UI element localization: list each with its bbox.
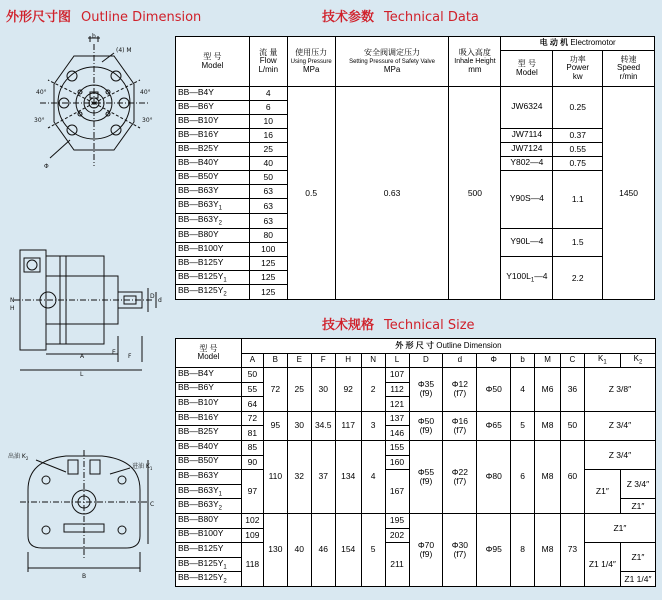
data-model-5 xyxy=(176,157,250,171)
model-name: BB—B10Y xyxy=(178,396,219,407)
th-safety: 安全阀调定压力 Setting Pressure of Safety Valve MPa xyxy=(335,37,449,87)
dim-e-cell: 30 xyxy=(287,411,311,440)
size-th-col-5 xyxy=(361,354,385,368)
size-model-9 xyxy=(176,499,242,514)
size-th-outline xyxy=(241,339,655,354)
data-model-11 xyxy=(176,243,250,257)
size-th-col-label: K xyxy=(598,354,604,364)
data-model-8 xyxy=(176,199,250,214)
dim-d-value: Φ55 xyxy=(417,467,435,478)
size-model-10 xyxy=(176,513,242,528)
model-name: BB—B63Y xyxy=(178,469,219,480)
dim-c-cell: 50 xyxy=(560,411,584,440)
size-th-col-label: C xyxy=(569,355,576,365)
dim-a-cell: 118 xyxy=(241,543,263,587)
motor-power-cell: 0.55 xyxy=(553,143,603,157)
dim-h-cell: 134 xyxy=(335,440,361,513)
dim-f-cell: 34.5 xyxy=(311,411,335,440)
dim-n-cell: 4 xyxy=(361,440,385,513)
header-outline xyxy=(6,6,201,25)
dim-l-cell: 146 xyxy=(385,426,409,441)
size-th-col-label: L xyxy=(394,355,400,365)
label-phi: Φ xyxy=(44,163,49,170)
model-name: BB—B63Y xyxy=(178,199,219,209)
motor-model-name: JW7114 xyxy=(511,128,543,139)
header-size-en: Technical Size xyxy=(384,318,475,333)
size-model-13 xyxy=(176,557,242,572)
dim-d-small-value: Φ16 xyxy=(451,415,468,426)
dim-d-small-tolerance: (f7) xyxy=(453,424,467,435)
th-model: 型 号 Model xyxy=(176,37,250,87)
dim-l-cell: 107 xyxy=(385,368,409,383)
size-model-11 xyxy=(176,528,242,543)
flow-cell: 40 xyxy=(249,157,287,171)
model-name: BB—B4Y xyxy=(178,367,214,378)
dim-n-cell: 5 xyxy=(361,513,385,586)
header-size xyxy=(322,314,475,333)
dim-d-value: Φ70 xyxy=(417,540,435,550)
label-b: b xyxy=(92,33,96,40)
motor-model-name: Y100L xyxy=(506,271,531,281)
dim-m-cell: M8 xyxy=(535,411,561,440)
data-model-4 xyxy=(176,143,250,157)
dim-b-cell: 5 xyxy=(511,411,535,440)
motor-power-cell: 0.37 xyxy=(553,129,603,143)
dim-a-cell: 102 xyxy=(241,513,263,528)
dim-m-cell: M8 xyxy=(535,440,561,513)
data-model-9 xyxy=(176,214,250,229)
size-model-14 xyxy=(176,572,242,587)
dim-k2-cell: Z1″ xyxy=(620,543,655,572)
dim-b-cell: 110 xyxy=(263,440,287,513)
dim-h-cell: 117 xyxy=(335,411,361,440)
size-th-col-6 xyxy=(385,354,409,368)
dim-a-cell: 109 xyxy=(241,528,263,543)
model-name: BB—B100Y xyxy=(178,528,224,539)
size-th-col-label: K xyxy=(633,354,639,364)
motor-model-name: Y802—4 xyxy=(510,156,544,167)
model-name: BB—B80Y xyxy=(178,513,219,524)
motor-model-suffix: —4 xyxy=(534,271,548,281)
size-th-col-label: A xyxy=(249,355,256,365)
model-name: BB—B50Y xyxy=(178,455,219,466)
motor-model-name: JW6324 xyxy=(511,100,543,111)
dim-phi-cell: Φ50 xyxy=(477,368,511,412)
size-model-2 xyxy=(176,397,242,412)
size-model-6 xyxy=(176,455,242,470)
dim-d-small-tolerance: (f7) xyxy=(453,548,467,559)
data-model-1 xyxy=(176,101,250,115)
data-row xyxy=(176,87,655,101)
size-header-row-2 xyxy=(176,354,656,368)
dim-b-cell: 6 xyxy=(511,440,535,513)
dim-b-cell: 8 xyxy=(511,513,535,586)
dim-l-cell: 211 xyxy=(385,543,409,587)
motor-model-name: Y90L—4 xyxy=(510,235,544,246)
dim-b-cell: 95 xyxy=(263,411,287,440)
model-name: BB—B125Y xyxy=(178,542,224,553)
label-b-upper: B xyxy=(82,573,87,580)
size-th-col-2 xyxy=(287,354,311,368)
size-model-12 xyxy=(176,543,242,558)
dim-d-tolerance: (f9) xyxy=(419,475,433,486)
th-inhale: 吸入高度 Inhale Height mm xyxy=(449,37,501,87)
label-4m: (4) M xyxy=(116,47,132,54)
pressure-cell: 0.5 xyxy=(287,87,335,300)
model-subscript: 2 xyxy=(223,291,227,298)
model-name: BB—B10Y xyxy=(178,114,219,125)
label-h: H xyxy=(10,305,15,312)
technical-data-table xyxy=(175,36,655,300)
header-size-cn: 技术规格 xyxy=(322,318,375,333)
flow-cell: 10 xyxy=(249,115,287,129)
size-model-0 xyxy=(176,368,242,383)
header-data-cn: 技术参数 xyxy=(322,10,375,25)
size-th-col-4 xyxy=(335,354,361,368)
flow-cell: 63 xyxy=(249,214,287,229)
size-th-outline-en: Outline Dimension xyxy=(436,340,502,350)
size-th-k1-sub: 1 xyxy=(603,359,607,366)
size-model-3 xyxy=(176,411,242,426)
model-name: BB—B125Y xyxy=(178,256,224,267)
flow-cell: 100 xyxy=(249,243,287,257)
dim-h-cell: 92 xyxy=(335,368,361,412)
size-th-model-en: Model xyxy=(197,352,220,361)
motor-power-cell: 1.1 xyxy=(553,171,603,229)
data-model-14 xyxy=(176,285,250,300)
dim-a-cell: 64 xyxy=(241,397,263,412)
dim-m-cell: M8 xyxy=(535,513,561,586)
model-name: BB—B16Y xyxy=(178,411,219,422)
model-name: BB—B6Y xyxy=(178,100,214,111)
size-th-model-cn: 型 号 xyxy=(199,343,218,353)
motor-model-name: Y90S—4 xyxy=(509,192,544,203)
dim-d-small-value: Φ12 xyxy=(451,379,468,390)
data-model-6 xyxy=(176,171,250,185)
dim-k-cell: Z1″ xyxy=(584,513,655,542)
size-th-col-label: B xyxy=(272,355,279,365)
size-row xyxy=(176,368,656,383)
dim-f-cell: 37 xyxy=(311,440,335,513)
dim-l-cell: 167 xyxy=(385,470,409,514)
model-subscript: 2 xyxy=(223,578,227,585)
dim-h-cell: 154 xyxy=(335,513,361,586)
size-model-4 xyxy=(176,426,242,441)
data-model-2 xyxy=(176,115,250,129)
data-model-13 xyxy=(176,271,250,285)
flow-cell: 125 xyxy=(249,257,287,271)
header-outline-en: Outline Dimension xyxy=(81,10,202,25)
header-data xyxy=(322,6,479,25)
pump-port-view-drawing xyxy=(6,440,162,590)
pump-front-view-drawing xyxy=(30,32,160,182)
dim-c-cell: 73 xyxy=(560,513,584,586)
size-model-1 xyxy=(176,382,242,397)
label-angle-30-left: 30° xyxy=(34,117,45,124)
size-th-col-13 xyxy=(584,354,620,368)
safety-pressure-cell: 0.63 xyxy=(335,87,449,300)
pump-side-view-drawing xyxy=(4,236,164,386)
model-name: BB—B125Y xyxy=(178,270,224,281)
th-flow: 流 量 Flow L/min xyxy=(249,37,287,87)
dim-e-cell: 25 xyxy=(287,368,311,412)
model-name: BB—B50Y xyxy=(178,170,219,181)
dim-d-small-tolerance: (f7) xyxy=(453,388,467,399)
model-subscript: 1 xyxy=(218,491,222,498)
th-motor-model: 型 号 Model xyxy=(501,51,553,87)
size-row xyxy=(176,513,656,528)
dim-k2-cell: Z1″ xyxy=(620,499,655,514)
dim-b-cell: 4 xyxy=(511,368,535,412)
model-name: BB—B125Y xyxy=(178,557,224,568)
dim-l-cell: 121 xyxy=(385,397,409,412)
dim-b-cell: 72 xyxy=(263,368,287,412)
model-name: BB—B40Y xyxy=(178,156,219,167)
motor-model-cell xyxy=(501,257,553,300)
model-subscript: 1 xyxy=(218,205,222,212)
dim-d-tolerance: (f9) xyxy=(419,548,433,559)
dim-l-cell: 155 xyxy=(385,440,409,455)
label-c: C xyxy=(150,501,155,508)
motor-power-cell: 2.2 xyxy=(553,257,603,300)
label-angle-30-right: 30° xyxy=(142,117,153,124)
flow-cell: 6 xyxy=(249,101,287,115)
label-l: L xyxy=(80,371,84,378)
dim-a-cell: 55 xyxy=(241,382,263,397)
size-th-col-label: F xyxy=(320,355,326,365)
label-d-lower: d xyxy=(158,297,162,304)
model-subscript: 1 xyxy=(223,564,227,571)
label-d-upper: D xyxy=(150,293,155,300)
dim-d-small-value: Φ22 xyxy=(451,467,468,478)
size-row xyxy=(176,411,656,426)
model-name: BB—B6Y xyxy=(178,382,214,393)
size-th-col-label: H xyxy=(345,355,352,365)
dim-c-cell: 60 xyxy=(560,440,584,513)
model-name: BB—B40Y xyxy=(178,440,219,451)
th-pressure: 使用压力 Using Pressure MPa xyxy=(287,37,335,87)
label-f: F xyxy=(128,353,132,360)
dim-a-cell: 85 xyxy=(241,440,263,455)
dim-d-small-tolerance: (f7) xyxy=(453,475,467,486)
dim-f-cell: 46 xyxy=(311,513,335,586)
data-model-3 xyxy=(176,129,250,143)
motor-model-cell xyxy=(501,129,553,143)
model-name: BB—B25Y xyxy=(178,142,219,153)
size-th-col-8 xyxy=(443,354,477,368)
size-th-col-3 xyxy=(311,354,335,368)
dim-l-cell: 112 xyxy=(385,382,409,397)
data-model-0 xyxy=(176,87,250,101)
header-outline-cn: 外形尺寸图 xyxy=(6,10,72,25)
dim-k-cell: Z 3/4″ xyxy=(584,411,655,440)
label-angle-40-left: 40° xyxy=(36,89,47,96)
flow-cell: 80 xyxy=(249,229,287,243)
label-n: N xyxy=(10,297,15,304)
dim-d-small-cell xyxy=(443,411,477,440)
flow-cell: 125 xyxy=(249,285,287,300)
flow-cell: 63 xyxy=(249,199,287,214)
label-angle-40-right: 40° xyxy=(140,89,151,96)
dim-d-tolerance: (f9) xyxy=(419,424,433,435)
size-th-col-label: d xyxy=(457,355,463,365)
size-th-col-label: E xyxy=(296,355,302,365)
dim-e-cell: 32 xyxy=(287,440,311,513)
dim-k-cell: Z 3/8″ xyxy=(584,368,655,412)
label-e: E xyxy=(112,349,116,356)
th-speed: 转速 Speed r/min xyxy=(603,51,655,87)
model-name: BB—B100Y xyxy=(178,242,224,253)
dim-l-cell: 160 xyxy=(385,455,409,470)
size-th-col-0 xyxy=(241,354,263,368)
dim-d-value: Φ50 xyxy=(417,415,435,426)
data-model-7 xyxy=(176,185,250,199)
size-th-col-1 xyxy=(263,354,287,368)
th-electromotor: 电 动 机 Electromotor xyxy=(501,37,655,51)
motor-model-subscript: 1 xyxy=(530,277,535,284)
motor-model-cell xyxy=(501,143,553,157)
flow-cell: 4 xyxy=(249,87,287,101)
th-power: 功率 Power kw xyxy=(553,51,603,87)
label-outlet: 出油 $K_2$ xyxy=(8,453,29,461)
dim-d-cell xyxy=(409,411,443,440)
size-th-k2-sub: 2 xyxy=(638,359,643,366)
dim-phi-cell: Φ65 xyxy=(477,411,511,440)
dim-a-cell: 50 xyxy=(241,368,263,383)
size-th-outline-cn: 外 形 尺 寸 xyxy=(395,340,434,350)
model-name: BB—B4Y xyxy=(178,86,214,97)
dim-k2-cell: Z1 1/4″ xyxy=(620,572,655,587)
size-th-col-12 xyxy=(560,354,584,368)
dim-l-cell: 202 xyxy=(385,528,409,543)
dim-k2-cell: Z 3/4″ xyxy=(620,470,655,499)
dim-k1-cell: Z1″ xyxy=(584,470,620,514)
inhale-height-cell: 500 xyxy=(449,87,501,300)
dim-c-cell: 36 xyxy=(560,368,584,412)
dim-l-cell: 195 xyxy=(385,513,409,528)
motor-model-cell xyxy=(501,171,553,229)
dim-k-cell: Z 3/4″ xyxy=(584,440,655,469)
size-th-col-11 xyxy=(535,354,561,368)
dim-l-cell: 137 xyxy=(385,411,409,426)
size-th-col-label: Φ xyxy=(490,355,497,365)
dim-a-cell: 72 xyxy=(241,411,263,426)
dim-a-cell: 81 xyxy=(241,426,263,441)
dim-k1-cell: Z1 1/4″ xyxy=(584,543,620,587)
model-name: BB—B63Y xyxy=(178,184,219,195)
motor-model-cell xyxy=(501,157,553,171)
dim-n-cell: 3 xyxy=(361,411,385,440)
technical-size-table xyxy=(175,338,656,587)
flow-cell: 25 xyxy=(249,143,287,157)
dim-e-cell: 40 xyxy=(287,513,311,586)
data-header-row-1 xyxy=(176,37,655,51)
size-th-col-label: M xyxy=(544,355,551,365)
data-model-10 xyxy=(176,229,250,243)
dim-m-cell: M6 xyxy=(535,368,561,412)
header-data-en: Technical Data xyxy=(384,10,479,25)
dim-n-cell: 2 xyxy=(361,368,385,412)
motor-power-cell: 0.75 xyxy=(553,157,603,171)
size-model-8 xyxy=(176,484,242,499)
flow-cell: 125 xyxy=(249,271,287,285)
data-model-12 xyxy=(176,257,250,271)
label-inlet: 进油 $K_1$ xyxy=(132,463,153,471)
size-row xyxy=(176,440,656,455)
motor-model-cell xyxy=(501,229,553,257)
model-subscript: 1 xyxy=(223,277,227,284)
motor-power-cell: 0.25 xyxy=(553,87,603,129)
flow-cell: 63 xyxy=(249,185,287,199)
dim-phi-cell: Φ80 xyxy=(477,440,511,513)
motor-speed-cell: 1450 xyxy=(603,87,655,300)
size-th-col-label: D xyxy=(423,355,429,365)
dim-d-tolerance: (f9) xyxy=(419,388,433,399)
size-th-col-label: b xyxy=(520,355,525,365)
dim-d-small-cell xyxy=(443,513,477,586)
model-name: BB—B63Y xyxy=(178,214,219,224)
size-th-col-9 xyxy=(477,354,511,368)
dim-d-small-cell xyxy=(443,368,477,412)
size-th-col-7 xyxy=(409,354,443,368)
dim-d-small-cell xyxy=(443,440,477,513)
size-th-model xyxy=(176,339,242,368)
model-name: BB—B16Y xyxy=(178,128,219,139)
motor-model-name: JW7124 xyxy=(511,142,543,153)
dim-d-cell xyxy=(409,513,443,586)
size-header-row-1 xyxy=(176,339,656,354)
dim-b-cell: 130 xyxy=(263,513,287,586)
size-model-7 xyxy=(176,470,242,485)
dim-a-cell: 97 xyxy=(241,470,263,514)
size-th-col-label: N xyxy=(370,355,376,365)
model-subscript: 2 xyxy=(218,220,222,227)
model-name: BB—B80Y xyxy=(178,228,219,239)
motor-model-cell xyxy=(501,87,553,129)
size-model-5 xyxy=(176,440,242,455)
label-a: A xyxy=(80,353,85,360)
model-name: BB—B25Y xyxy=(178,426,219,437)
dim-phi-cell: Φ95 xyxy=(477,513,511,586)
dim-d-cell xyxy=(409,440,443,513)
dim-d-cell xyxy=(409,368,443,412)
model-name: BB—B63Y xyxy=(178,484,219,495)
dim-a-cell: 90 xyxy=(241,455,263,470)
model-subscript: 2 xyxy=(218,505,222,512)
model-name: BB—B63Y xyxy=(178,499,219,510)
model-name: BB—B125Y xyxy=(178,572,224,583)
dim-d-value: Φ35 xyxy=(417,379,435,390)
size-th-col-10 xyxy=(511,354,535,368)
dim-f-cell: 30 xyxy=(311,368,335,412)
size-th-col-14 xyxy=(620,354,655,368)
flow-cell: 16 xyxy=(249,129,287,143)
model-name: BB—B125Y xyxy=(178,285,224,295)
motor-power-cell: 1.5 xyxy=(553,229,603,257)
dim-d-small-value: Φ30 xyxy=(451,540,468,550)
flow-cell: 50 xyxy=(249,171,287,185)
